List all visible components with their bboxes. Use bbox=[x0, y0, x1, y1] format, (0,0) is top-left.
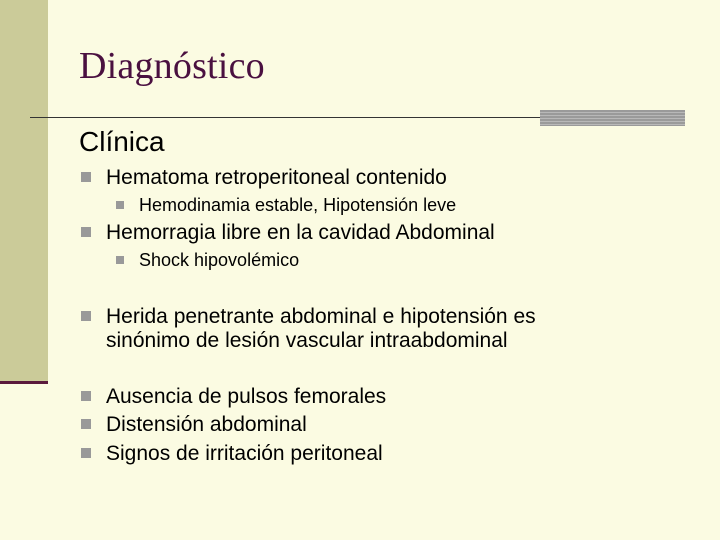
square-bullet-icon bbox=[81, 448, 91, 458]
bullet-text-line-2: sinónimo de lesión vascular intraabdominal bbox=[106, 329, 508, 352]
slide-title: Diagnóstico bbox=[79, 45, 265, 87]
bullet-item bbox=[106, 413, 307, 437]
bullet-item bbox=[106, 442, 383, 466]
sub-bullet-item bbox=[139, 194, 456, 216]
section-heading: Clínica bbox=[79, 126, 165, 157]
bullet-item bbox=[106, 166, 447, 190]
bullet-item bbox=[106, 305, 536, 329]
sub-bullet-text: Hemodinamia estable, Hipotensión leve bbox=[139, 195, 457, 215]
sub-bullet-item bbox=[139, 249, 299, 271]
square-bullet-icon bbox=[116, 201, 124, 209]
bullet-text: Hemorragia libre en la cavidad Abdominal bbox=[106, 221, 495, 244]
bullet-text: Hematoma retroperitoneal contenido bbox=[106, 166, 447, 189]
title-divider-bar bbox=[540, 110, 685, 126]
square-bullet-icon bbox=[81, 419, 91, 429]
sub-bullet-text: Shock hipovolémico bbox=[139, 250, 300, 270]
bullet-continuation bbox=[106, 329, 508, 353]
square-bullet-icon bbox=[81, 172, 91, 182]
bullet-item bbox=[106, 221, 495, 245]
bullet-item bbox=[106, 385, 386, 409]
square-bullet-icon bbox=[116, 256, 124, 264]
bullet-text: Ausencia de pulsos femorales bbox=[106, 385, 387, 408]
bullet-text: Signos de irritación peritoneal bbox=[106, 442, 383, 465]
square-bullet-icon bbox=[81, 227, 91, 237]
square-bullet-icon bbox=[81, 391, 91, 401]
bullet-text: Distensión abdominal bbox=[106, 413, 307, 436]
left-decorative-band bbox=[0, 0, 48, 383]
bullet-text-line-1: Herida penetrante abdominal e hipotensión es bbox=[106, 305, 536, 328]
square-bullet-icon bbox=[81, 311, 91, 321]
left-band-accent-line bbox=[0, 381, 48, 384]
